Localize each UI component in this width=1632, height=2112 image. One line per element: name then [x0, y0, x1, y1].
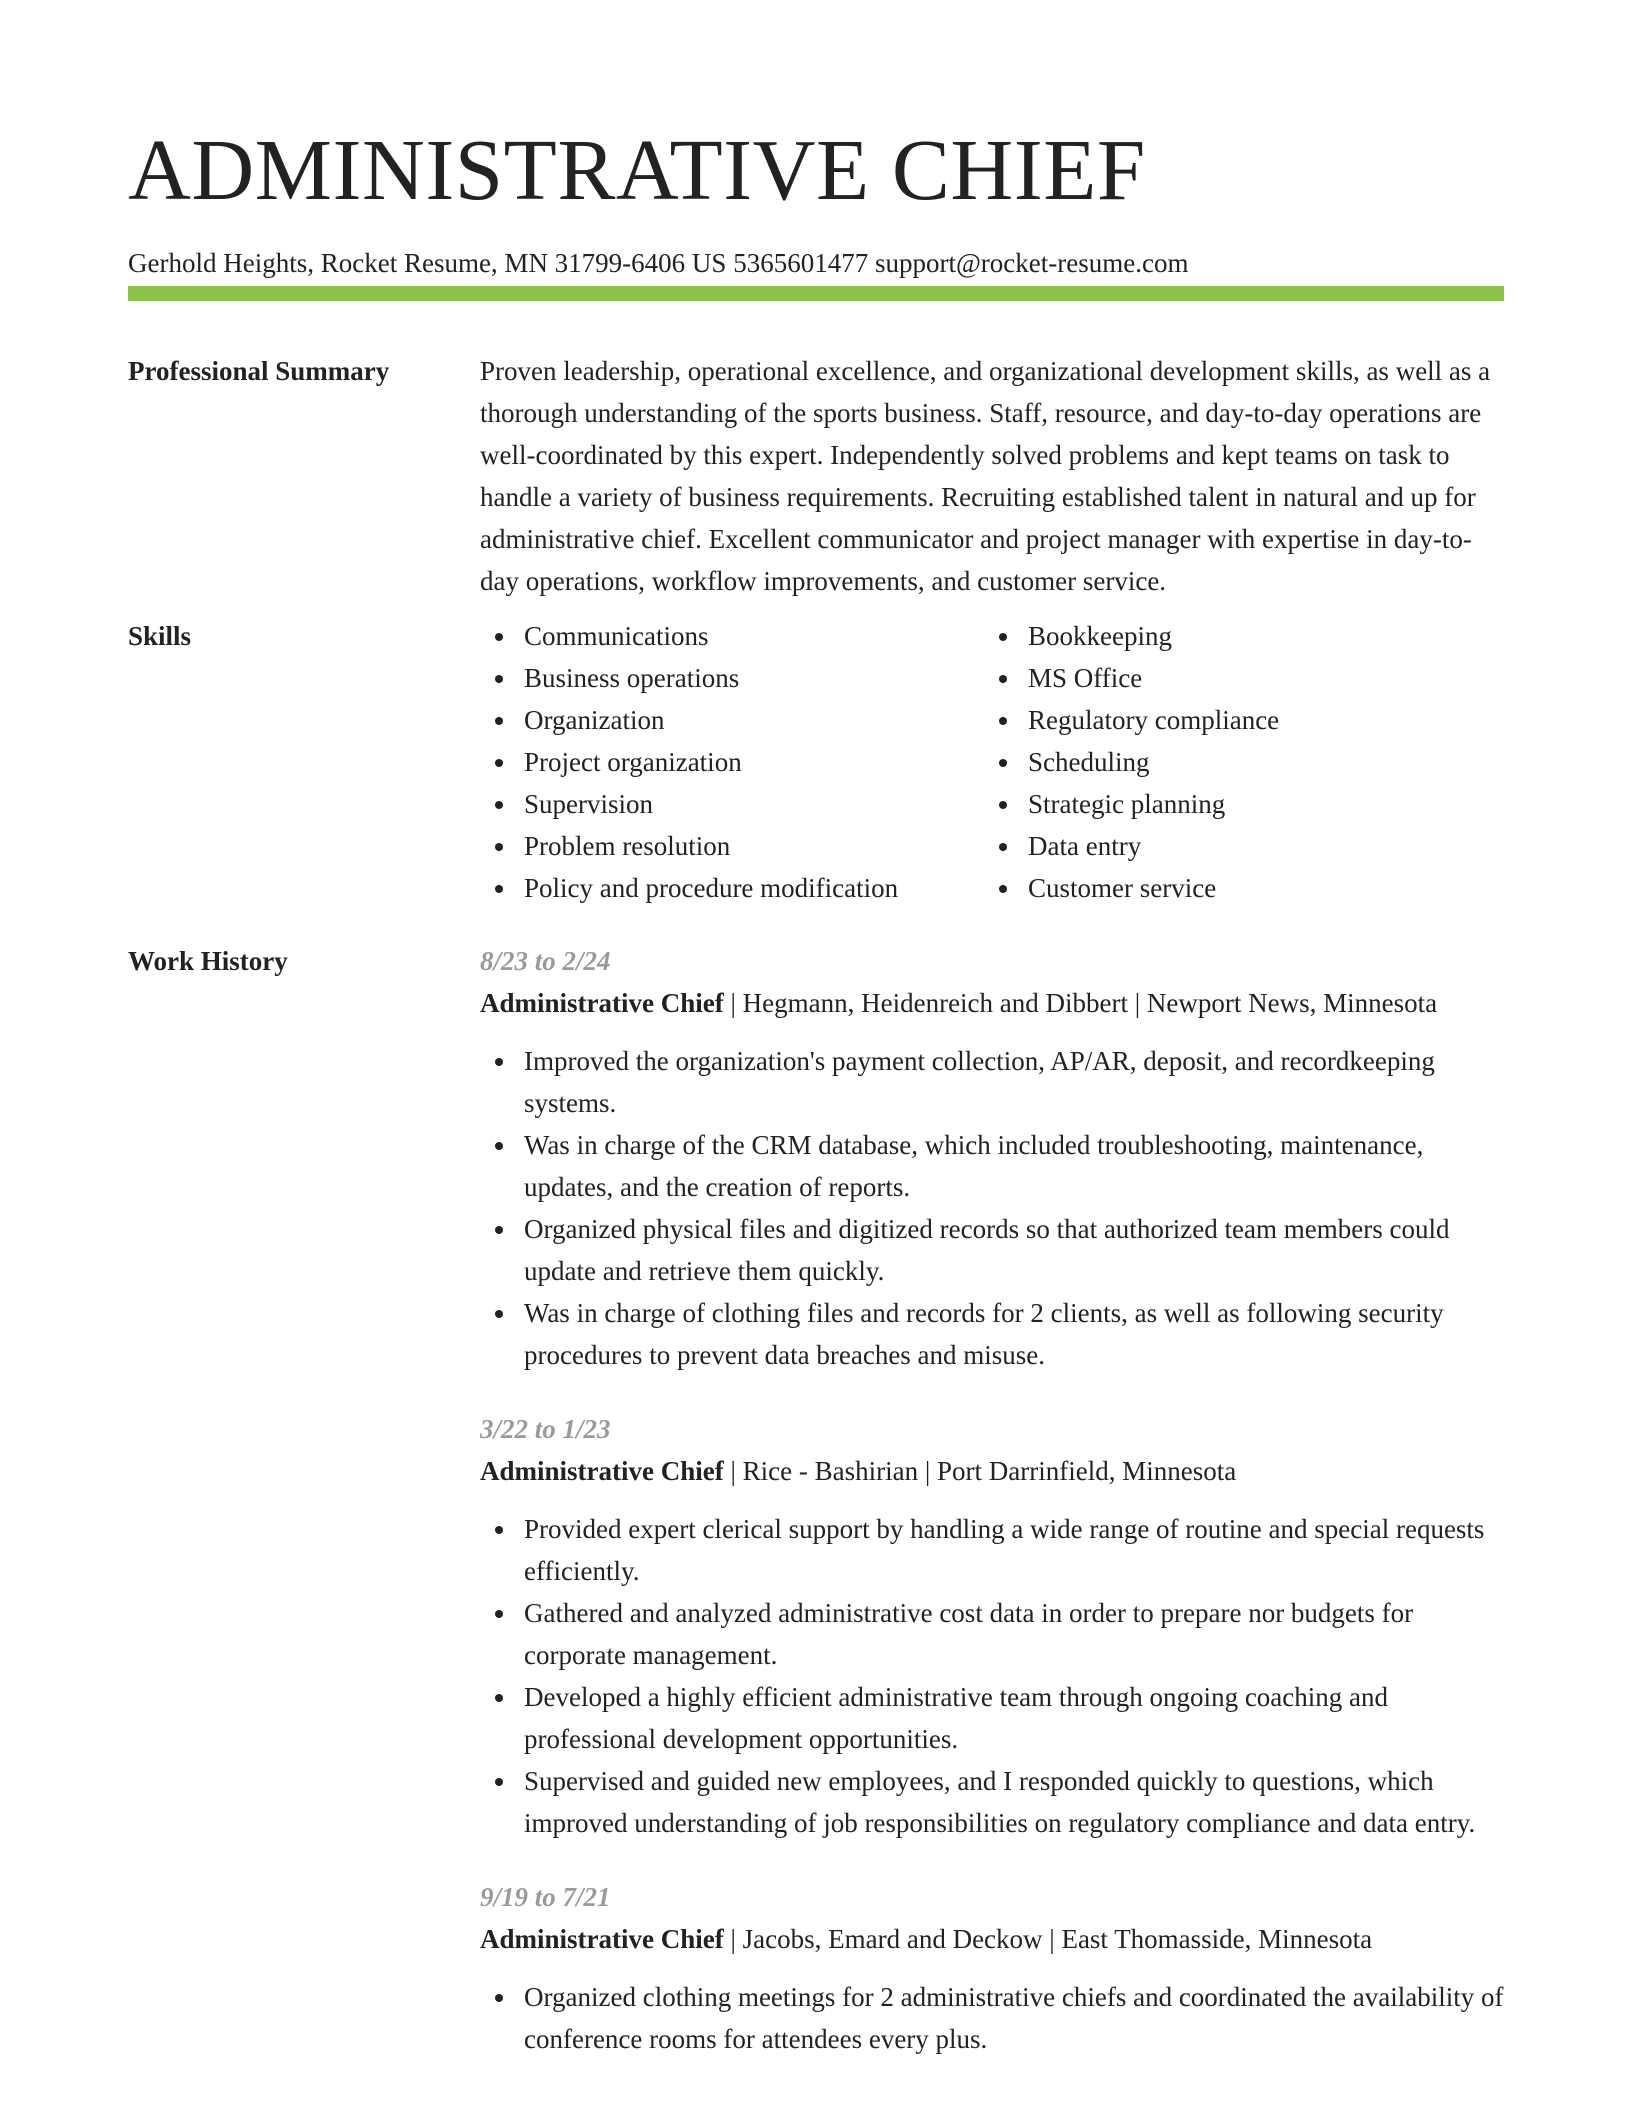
job-title: Administrative Chief — [480, 1924, 724, 1954]
work-history-body — [480, 940, 1504, 2060]
section-label-work-history: Work History — [128, 946, 288, 976]
skill-item: Project organization — [480, 741, 984, 783]
job-bullet: Provided expert clerical support by handling a wide range of routine and special requests efficiently. — [480, 1508, 1504, 1592]
skill-item: MS Office — [984, 657, 1504, 699]
section-label-skills: Skills — [128, 621, 192, 651]
skill-item: Scheduling — [984, 741, 1504, 783]
skills-grid — [480, 615, 1504, 909]
job-dates: 9/19 to 7/21 — [480, 1882, 611, 1912]
job-dates: 8/23 to 2/24 — [480, 946, 611, 976]
job-bullet-list — [480, 1040, 1504, 1376]
job-entry — [480, 1408, 1504, 1844]
job-entry — [480, 1876, 1504, 2060]
job-title: Administrative Chief — [480, 988, 724, 1018]
job-bullet-list — [480, 1508, 1504, 1844]
resume-header — [128, 120, 1504, 280]
skill-item: Customer service — [984, 867, 1504, 909]
skill-item: Policy and procedure modification — [480, 867, 984, 909]
skill-item: Business operations — [480, 657, 984, 699]
skills-list-right — [984, 615, 1504, 909]
job-employer-location: | Hegmann, Heidenreich and Dibbert | Newport News, Minnesota — [723, 988, 1438, 1018]
job-title-line — [480, 1918, 1504, 1960]
job-bullet: Organized clothing meetings for 2 administrative chiefs and coordinated the availability of conference rooms for attendees every plus. — [480, 1976, 1504, 2060]
job-bullet: Improved the organization's payment collection, AP/AR, deposit, and recordkeeping systems. — [480, 1040, 1504, 1124]
contact-line: Gerhold Heights, Rocket Resume, MN 31799-6406 US 5365601477 support@rocket-resume.com — [128, 248, 1189, 278]
skills-body — [480, 615, 1504, 909]
skill-item: Organization — [480, 699, 984, 741]
candidate-name: ADMINISTRATIVE CHIEF — [128, 121, 1146, 218]
skill-item: Communications — [480, 615, 984, 657]
skill-item: Problem resolution — [480, 825, 984, 867]
job-bullet: Supervised and guided new employees, and I responded quickly to questions, which improved understanding of job responsibilities on regulatory compliance and data entry. — [480, 1760, 1504, 1844]
job-dates: 3/22 to 1/23 — [480, 1414, 611, 1444]
professional-summary-text: Proven leadership, operational excellence, and organizational development skills, as well as a thorough understanding of the sports business. Staff, resource, and day-to-day operations are well-coordinated by this expert. Independently solved problems and kept teams on task to handle a variety of business requirements. Recruiting established talent in natural and up for administrative chief. Excellent communicator and project manager with expertise in day-to-day operations, workflow improvements, and customer service. — [480, 356, 1491, 596]
job-title: Administrative Chief — [480, 1456, 724, 1486]
job-bullet: Gathered and analyzed administrative cost data in order to prepare nor budgets for corporate management. — [480, 1592, 1504, 1676]
skill-item: Data entry — [984, 825, 1504, 867]
resume-content — [128, 350, 1504, 2060]
professional-summary-body — [480, 350, 1504, 602]
job-employer-location: | Rice - Bashirian | Port Darrinfield, Minnesota — [723, 1456, 1237, 1486]
skill-item: Regulatory compliance — [984, 699, 1504, 741]
skill-item: Bookkeeping — [984, 615, 1504, 657]
job-title-line — [480, 982, 1504, 1024]
skills-list-left — [480, 615, 984, 909]
job-employer-location: | Jacobs, Emard and Deckow | East Thomasside, Minnesota — [723, 1924, 1373, 1954]
job-bullet: Was in charge of clothing files and records for 2 clients, as well as following security procedures to prevent data breaches and misuse. — [480, 1292, 1504, 1376]
job-bullet: Was in charge of the CRM database, which included troubleshooting, maintenance, updates, and the creation of reports. — [480, 1124, 1504, 1208]
job-bullet: Organized physical files and digitized records so that authorized team members could update and retrieve them quickly. — [480, 1208, 1504, 1292]
job-entry — [480, 940, 1504, 1376]
accent-divider — [128, 286, 1504, 301]
skill-item: Strategic planning — [984, 783, 1504, 825]
job-bullet: Developed a highly efficient administrative team through ongoing coaching and professional development opportunities. — [480, 1676, 1504, 1760]
skills-section — [128, 615, 1504, 909]
skill-item: Supervision — [480, 783, 984, 825]
work-history-section — [128, 940, 1504, 2060]
job-title-line — [480, 1450, 1504, 1492]
job-bullet-list — [480, 1976, 1504, 2060]
professional-summary-section — [128, 350, 1504, 602]
section-label-professional-summary: Professional Summary — [128, 356, 390, 386]
